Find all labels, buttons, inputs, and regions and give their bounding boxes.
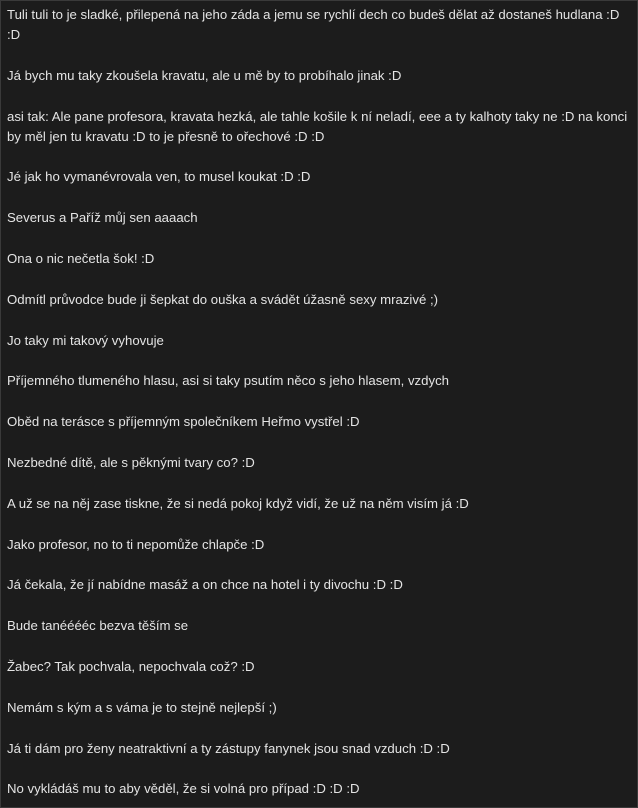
comment-paragraph: Ona o nic nečetla šok! :D	[7, 250, 155, 266]
comment-paragraph: Nemám s kým a s váma je to stejně nejlepší ;)	[7, 699, 277, 715]
comment-paragraph: Já ti dám pro ženy neatraktivní a ty zástupy fanynek jsou snad vzduch :D :D	[7, 740, 450, 756]
comment-paragraph: Příjemného tlumeného hlasu, asi si taky psutím něco s jeho hlasem, vzdych	[7, 373, 450, 389]
comment-paragraph: Nezbedné dítě, ale s pěknými tvary co? :D	[7, 454, 255, 470]
comment-paragraph: Jé jak ho vymanévrovala ven, to musel koukat :D :D	[7, 169, 311, 185]
comment-paragraph: Jako profesor, no to ti nepomůže chlapče :D	[7, 536, 265, 552]
comment-paragraph: Tuli tuli to je sladké, přilepená na jeho záda a jemu se rychlí dech co budeš dělat až dostaneš hudlana :D :D	[7, 7, 620, 42]
comment-paragraph: Žabec? Tak pochvala, nepochvala což? :D	[7, 658, 255, 674]
comment-paragraph: Já bych mu taky zkoušela kravatu, ale u mě by to probíhalo jinak :D	[7, 67, 402, 83]
comment-paragraph: Jo taky mi takový vyhovuje	[7, 332, 164, 348]
comment-paragraph: Odmítl průvodce bude ji šepkat do ouška a svádět úžasně sexy mrazivé ;)	[7, 291, 439, 307]
comment-paragraph: A už se na něj zase tiskne, že si nedá pokoj když vidí, že už na něm visím já :D	[7, 495, 469, 511]
comment-paragraph: No vykládáš mu to aby věděl, že si volná pro případ :D :D :D	[7, 781, 360, 797]
comment-paragraph: Severus a Paříž můj sen aaaach	[7, 210, 198, 226]
comment-paragraph: asi tak: Ale pane profesora, kravata hezká, ale tahle košile k ní neladí, eee a ty kalhoty taky ne :D na konci by měl jen tu kravatu :D to je přesně to ořechové :D :D	[7, 108, 628, 144]
comment-paragraph: Bude tanééééc bezva těším se	[7, 618, 189, 634]
comment-paragraph: Oběd na terásce s příjemným společníkem Heřmo vystřel :D	[7, 414, 360, 430]
comment-paragraph: Já čekala, že jí nabídne masáž a on chce na hotel i ty divochu :D :D	[7, 577, 403, 593]
